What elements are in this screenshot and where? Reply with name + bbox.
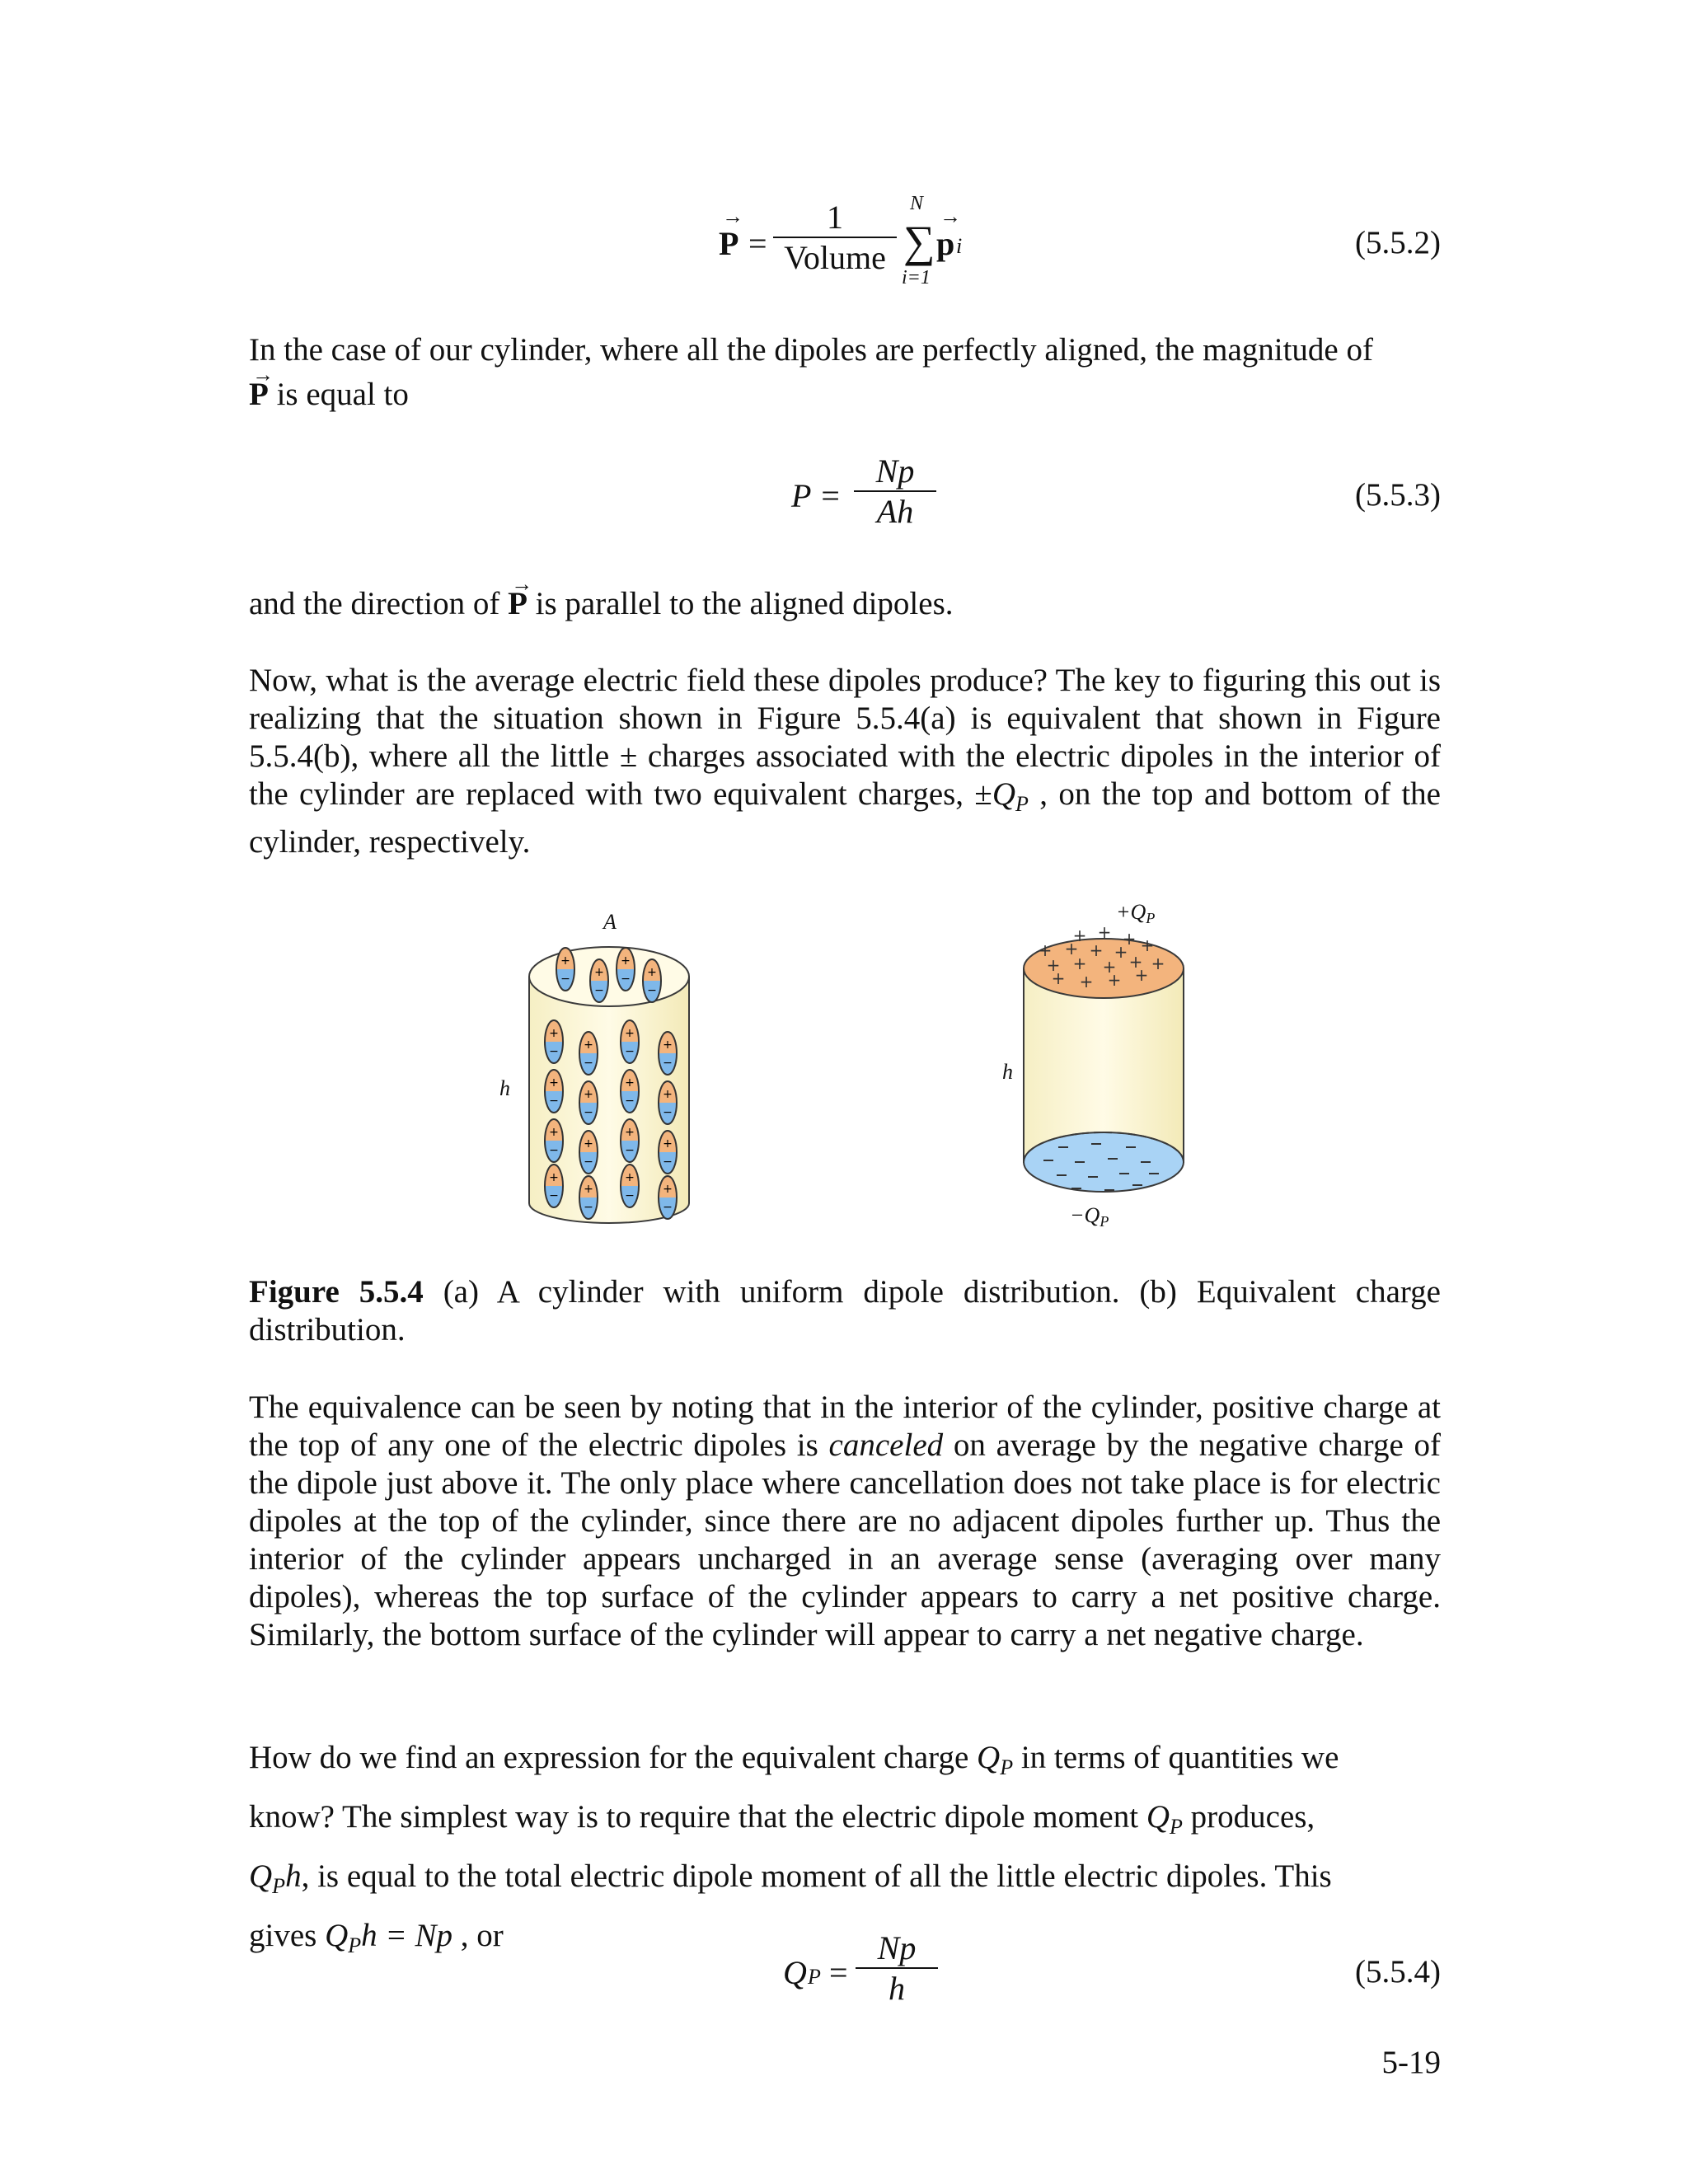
cylinder-with-dipoles [529, 947, 689, 1223]
plus-sign: + [584, 1137, 593, 1151]
figure-5-5-4 [0, 898, 1688, 1244]
minus-sign: − [621, 972, 631, 986]
plus-sign: + [625, 1076, 635, 1090]
text: Now, what is the average electric field these dipoles produce? The key to figuring this out is realizing that the situation shown in Figure 5.5.4(a) is equivalent that shown in Figure 5.5.4(b), where all the little ± charges associated with the electric dipoles in the interior of the cylinder are replaced with two equivalent charges, ± [249, 663, 1441, 812]
minus-sign: − [625, 1094, 635, 1108]
plus-sign: + [584, 1183, 593, 1196]
sum-upper-limit: N [910, 193, 924, 214]
charge-subscript: P [1000, 1755, 1014, 1779]
minus-sign: − [584, 1057, 593, 1070]
plus-sign: + [549, 1027, 559, 1040]
cylinder-equivalent-charges [1024, 922, 1184, 1192]
plus-sign: + [663, 1038, 673, 1052]
plus-sign: + [1072, 926, 1087, 945]
text: gives [249, 1918, 326, 1953]
equals-sign: = [829, 1954, 848, 1991]
plus-sign: + [663, 1088, 673, 1101]
fraction-numerator: Np [854, 452, 936, 492]
equation-lhs: P = [791, 477, 842, 514]
minus-sign: − [584, 1106, 593, 1119]
plus-sign: + [1089, 940, 1104, 960]
plus-sign: + [625, 1027, 635, 1040]
plus-sign: + [549, 1076, 559, 1090]
minus-sign: − [663, 1155, 673, 1169]
fraction-denominator: Volume [784, 239, 886, 276]
plus-sign: + [549, 1126, 559, 1139]
plus-sign: + [1134, 965, 1149, 985]
charge-symbol: Q [1146, 1799, 1170, 1835]
equation-inline: h = Np [361, 1918, 452, 1953]
charge-symbol: Q [249, 1858, 273, 1894]
dipole-index: i [956, 234, 963, 258]
charge-subscript: P [1100, 1213, 1109, 1230]
fraction-numerator: Np [856, 1929, 938, 1969]
height-label-a: h [499, 1076, 510, 1100]
minus-sign: − [625, 1144, 635, 1157]
minus-sign: − [549, 1094, 559, 1108]
text: The equivalence can be seen by noting that in the interior of the cylinder, positive charge at the top of any one of the electric dipoles is [249, 1390, 1441, 1463]
polarization-vector: → P [508, 585, 528, 623]
bottom-charge-label [1070, 1203, 1109, 1230]
text: produces, [1182, 1799, 1315, 1835]
fraction-denominator: Ah [876, 493, 914, 530]
equation-lhs: Q [783, 1954, 807, 1991]
charge-subscript: P [1015, 792, 1029, 816]
text: know? The simplest way is to require that the electric dipole moment [249, 1799, 1146, 1835]
charge-subscript: P [272, 1874, 286, 1898]
plus-sign: + [584, 1038, 593, 1052]
charge-symbol: Q [992, 776, 1015, 812]
plus-sign: + [1128, 952, 1143, 972]
plus-sign: + [594, 966, 604, 979]
paragraph-dipole-alignment [249, 331, 1441, 414]
sum-lower-limit: i=1 [902, 267, 931, 288]
polarization-vector: → P [719, 224, 738, 263]
plus-sign: + [1151, 954, 1165, 973]
fraction [854, 452, 936, 531]
plus-sign: + [584, 1088, 593, 1101]
charge-text: −Q [1070, 1203, 1100, 1227]
paragraph-average-field [249, 662, 1441, 861]
summation-symbol: ∑ [903, 217, 935, 266]
plus-sign: + [1046, 955, 1061, 975]
height-symbol: h [285, 1858, 302, 1894]
plus-sign: + [1114, 942, 1128, 962]
text: and the direction of [249, 586, 509, 621]
plus-sign: + [1072, 954, 1087, 973]
paragraph-line [249, 1793, 1441, 1852]
minus-sign: − [549, 1045, 559, 1058]
minus-sign: − [549, 1144, 559, 1157]
text: , is equal to the total electric dipole moment of all the little electric dipoles. This [301, 1858, 1332, 1894]
paragraph-equivalent-charge [249, 1733, 1441, 1971]
plus-sign: + [621, 954, 631, 968]
page-number: 5-19 [1381, 2045, 1441, 2080]
plus-sign: + [663, 1183, 673, 1196]
caption-label: Figure 5.5.4 [249, 1274, 424, 1310]
text: How do we find an expression for the equivalent charge [249, 1740, 978, 1775]
plus-sign: + [1038, 940, 1053, 960]
document-page: → P = 1 Volume N ∑ i=1 → p i (5.5.2) In the case of our cylinder, where all the dipoles are perfectly aligned, the magnitude of → P is equal to P = $\frac{Np}{Ah}$ (5.5.3) and the direction of → P is parallel to the aligned dipoles. Now, what is the average electric field these dipoles produce? The key to figuring this out is realizing that the situation shown in Figure 5.5.4(a) is equivalent that shown in Figure 5.5.4(b), where all the little ± charges associated with the electric dipoles in the interior of the cylinder are replaced with two equivalent charges, $\pm Q_P$ , on the top and bottom of the cylinder, respectively. + − + − + − + − + − + − + − + − + − + − + − + − + − + − + − + − + − + − + − + − + + + + + + + + + + + + + + + + + A h h +QP −QP Figure 5.5.4 (a) A cylinder with uniform dipole distribution. (b) Equivalent charge distribution. The equivalence can be seen by noting that in the interior of the cylinder, positive charge at the top of any one of the electric dipoles is canceled on average by the negative charge of the dipole just above it. The only place where cancellation does not take place is for electric dipoles at the top of the cylinder, since there are no adjacent dipoles further up. Thus the interior of the cylinder appears uncharged in an average sense (averaging over many dipoles), whereas the top surface of the cylinder appears to carry a net positive charge. Similarly, the bottom surface of the cylinder will appear to carry a net negative charge. How do we find an expression for the equivalent charge $Q_P$ in terms of quantities we know? The simplest way is to require that the electric dipole moment $Q_P$ produces, $Q_Ph$, is equal to the total electric dipole moment of all the little electric dipoles. This gives $Q_Ph = Np$ , or Q P = $\frac{Np}{h}$ (5.5.4) 5-19 [0, 0, 1688, 2184]
equation-lhs-subscript: P [808, 1965, 821, 1989]
paragraph-line [249, 1852, 1441, 1911]
polarization-vector: → P [249, 376, 269, 414]
text: is parallel to the aligned dipoles. [527, 586, 954, 621]
area-label: A [603, 910, 617, 934]
paragraph-line [249, 376, 1441, 414]
plus-sign: + [1097, 922, 1112, 942]
minus-sign: − [584, 1201, 593, 1214]
minus-sign: − [663, 1201, 673, 1214]
caption-text: (a) A cylinder with uniform dipole distribution. (b) Equivalent charge distribution. [249, 1274, 1441, 1347]
minus-sign: − [663, 1106, 673, 1119]
equation-number-5-5-2: (5.5.2) [1355, 225, 1441, 260]
fraction-numerator: 1 [773, 198, 897, 238]
paragraph-line [249, 1733, 1441, 1793]
plus-sign: + [1051, 968, 1066, 988]
paragraph-line: In the case of our cylinder, where all the dipoles are perfectly aligned, the magnitude of [249, 332, 1373, 368]
text: , or [452, 1918, 504, 1953]
plus-sign: + [1102, 957, 1117, 977]
charge-subscript: P [1146, 910, 1156, 926]
plus-sign: + [560, 954, 570, 968]
minus-sign: − [560, 972, 570, 986]
minus-sign: − [625, 1045, 635, 1058]
paragraph-equivalence [249, 1389, 1441, 1654]
plus-sign: + [625, 1171, 635, 1184]
minus-sign: − [625, 1189, 635, 1202]
minus-sign: − [647, 984, 657, 997]
paragraph-direction [249, 585, 1441, 623]
charge-subscript: P [348, 1933, 362, 1957]
charge-subscript: P [1170, 1815, 1183, 1839]
charge-symbol: Q [325, 1918, 349, 1953]
equation-number-5-5-4: (5.5.4) [1355, 1954, 1441, 1990]
plus-sign: + [1107, 970, 1122, 990]
height-label-b: h [1002, 1060, 1013, 1084]
fraction [856, 1929, 938, 2008]
plus-sign: + [549, 1171, 559, 1184]
charge-text: +Q [1116, 900, 1146, 924]
emphasis: canceled [828, 1427, 944, 1463]
text: in terms of quantities we [1013, 1740, 1339, 1775]
dipole-vector: → p [936, 224, 954, 263]
fraction [773, 198, 897, 277]
minus-sign: − [663, 1057, 673, 1070]
minus-sign: − [594, 984, 604, 997]
plus-sign: + [1122, 929, 1137, 949]
figure-caption [249, 1273, 1441, 1349]
top-charge-label [1116, 900, 1155, 927]
text: on average by the negative charge of the dipole just above it. The only place where cancellation does not take place is for electric dipoles at the top of the cylinder, since there are no adjacent dipoles further up. Thus the interior of the cylinder appears uncharged in an average sense (averaging over many dipoles), whereas the top surface of the cylinder appears to carry a net positive charge. Similarly, the bottom surface of the cylinder will appear to carry a net negative charge. [249, 1427, 1441, 1652]
plus-sign: + [647, 966, 657, 979]
text: is equal to [268, 377, 409, 412]
charge-symbol: Q [977, 1740, 1001, 1775]
text: , on the top and bottom of the cylinder, respectively. [249, 776, 1441, 860]
minus-sign: − [549, 1189, 559, 1202]
plus-sign: + [625, 1126, 635, 1139]
plus-sign: + [1064, 939, 1079, 958]
equation-number-5-5-3: (5.5.3) [1355, 477, 1441, 513]
plus-sign: + [663, 1137, 673, 1151]
plus-sign: + [1079, 972, 1094, 991]
minus-sign: − [584, 1155, 593, 1169]
fraction-denominator: h [889, 1970, 905, 2007]
plus-sign: + [1140, 935, 1155, 955]
